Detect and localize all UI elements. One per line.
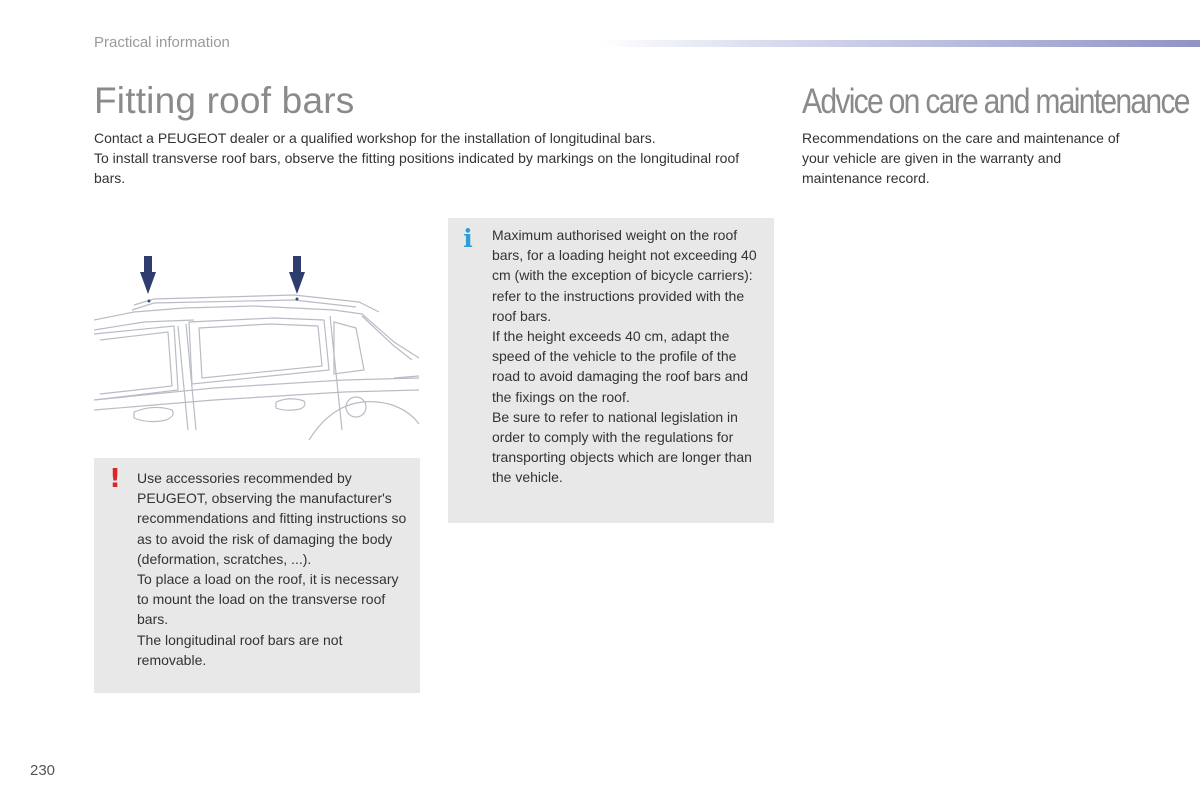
info-paragraph: Maximum authorised weight on the roof bars, for a loading height not exceeding 40 cm (with the exception of bicycle carriers): refer to the instructions provided with the roof bars. <box>492 227 757 324</box>
car-illustration-svg <box>94 250 420 440</box>
fitting-position-arrow <box>140 256 156 294</box>
rail-marker <box>296 298 299 301</box>
page-number: 230 <box>30 762 56 779</box>
rail-marker <box>148 300 151 303</box>
fitting-position-arrow <box>289 256 305 294</box>
warning-note-box <box>94 458 420 693</box>
side-text <box>802 128 1122 189</box>
info-paragraph: If the height exceeds 40 cm, adapt the speed of the vehicle to the profile of the road to avoid damaging the roof bars and the fixings on the roof. <box>492 328 749 405</box>
info-note-box <box>448 218 774 523</box>
side-title: Advice on care and maintenance <box>802 82 1189 121</box>
side-paragraph: Recommendations on the care and maintenance of your vehicle are given in the warranty and maintenance record. <box>802 130 1120 187</box>
header-accent-bar <box>600 40 1200 47</box>
intro-paragraph: To install transverse roof bars, observe the fitting positions indicated by markings on the longitudinal roof bars. <box>94 150 740 187</box>
intro-text <box>94 128 744 189</box>
warning-paragraph: Use accessories recommended by PEUGEOT, observing the manufacturer's recommendations and fitting instructions so as to avoid the risk of damaging the body (deformation, scratches, ...). <box>137 470 407 567</box>
info-note-text <box>492 225 768 488</box>
intro-paragraph: Contact a PEUGEOT dealer or a qualified workshop for the installation of longitudinal bars. <box>94 130 656 146</box>
car-roof-bars-illustration <box>94 250 420 440</box>
info-icon: i <box>463 224 473 253</box>
warning-paragraph: The longitudinal roof bars are not removable. <box>137 631 343 668</box>
info-paragraph: Be sure to refer to national legislation in order to comply with the regulations for transporting objects which are longer than the vehicle. <box>492 408 752 486</box>
warning-note-text <box>137 468 413 670</box>
page-title: Fitting roof bars <box>94 80 355 121</box>
section-label: Practical information <box>94 34 230 51</box>
warning-paragraph: To place a load on the roof, it is necessary to mount the load on the transverse roof bars. <box>137 571 399 628</box>
exclamation-icon: ! <box>109 464 121 494</box>
